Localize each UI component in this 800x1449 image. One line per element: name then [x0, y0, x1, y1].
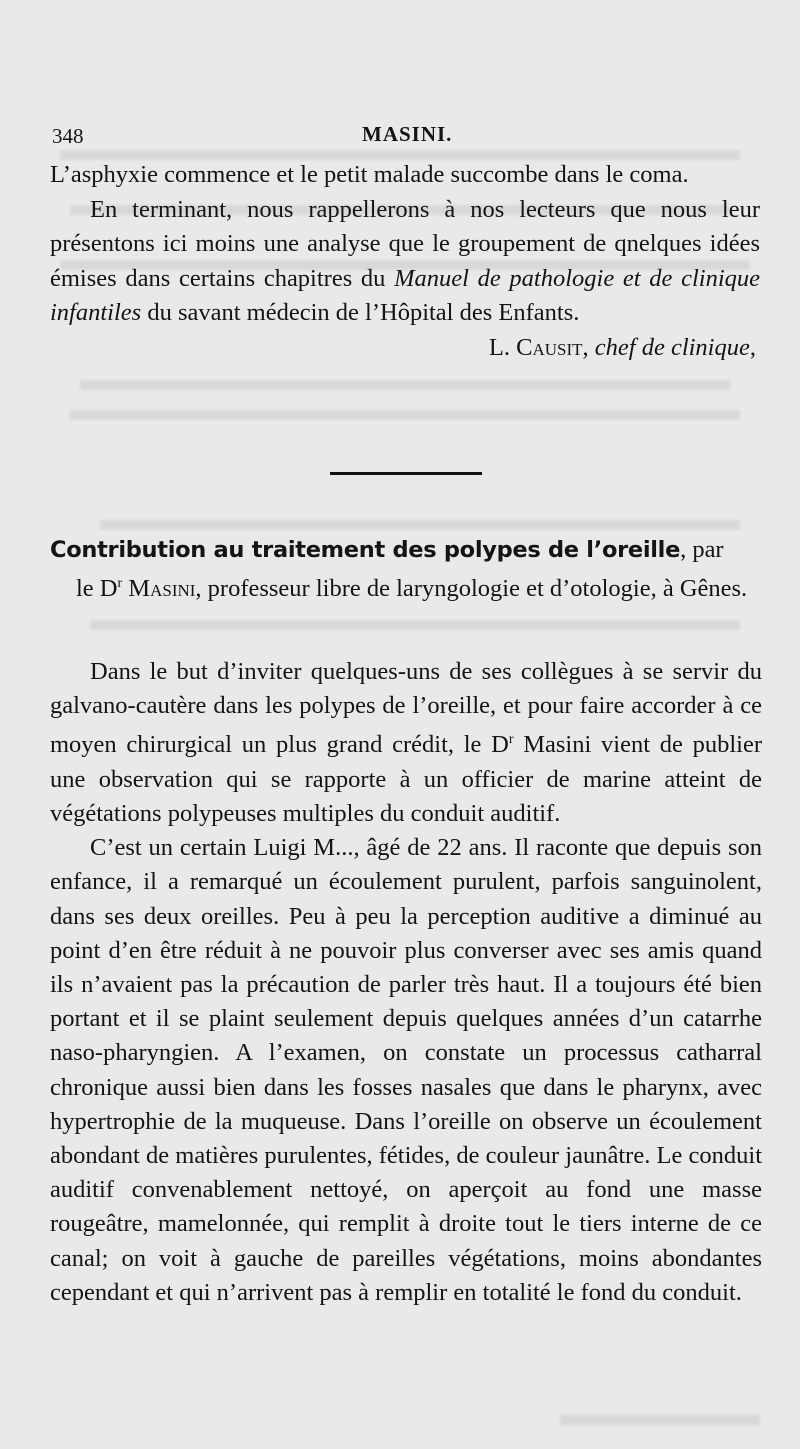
- signature-name: L. Causit: [488, 333, 583, 361]
- paragraph-purpose: [50, 655, 762, 831]
- purpose-text-b: Masini vient de publier une observation qui se rapporte à un officier de marine atteint de végétations polypeuses multiples du conduit auditif.: [50, 731, 762, 827]
- conclusion-text-end: du savant médecin de l’Hôpital des Enfants.: [141, 299, 580, 326]
- author-name: Masini: [128, 575, 196, 603]
- article-par: , par: [680, 536, 724, 563]
- conclusion-text-start: En terminant, nous rappellerons à nos lecteurs que nous leur présentons ici moins une analyse que le groupement de qnelques idées émises dans certains chapitres du: [50, 195, 760, 292]
- article-title-line: [50, 533, 760, 567]
- signature-role: chef de clinique: [594, 333, 750, 361]
- author-prefix-sup: r: [117, 576, 123, 591]
- continued-text: [50, 158, 760, 365]
- signature-separator: ,: [582, 333, 595, 361]
- paragraph-case: C’est un certain Luigi M..., âgé de 22 ans. Il raconte que depuis son enfance, il a remarqué un écoulement purulent, parfois sanguinolent, dans ses deux oreilles. Peu à peu la perception auditive a diminué au point d’en être réduit à ne pouvoir plus converser avec ses amis quand ils n’avaient pas la précaution de parler très haut. Il a toujours été bien portant et il se plaint seulement depuis quelques années d’un catarrhe naso-pharyngien. A l’examen, on constate un processus catharral chronique aussi bien dans les fosses nasales que dans le pharynx, avec hypertrophie de la muqueuse. Dans l’oreille on observe un écoulement abondant de matières purulentes, fétides, de couleur jaunâtre. Le conduit auditif convenablement nettoyé, on aperçoit au fond une masse rougeâtre, mamelonnée, qui remplit à droite tout le tiers interne de ce canal; on voit à gauche de pareilles végétations, moins abondantes cependant et qui n’arrivent pas à remplir en totalité le fond du conduit.: [50, 834, 762, 1306]
- section-divider: [330, 472, 482, 475]
- article-body: [50, 655, 762, 1310]
- author-prefix: le D: [76, 575, 118, 603]
- article-title: Contribution au traitement des polypes de l’oreille: [50, 537, 681, 563]
- paragraph-asphyxie: L’asphyxie commence et le petit malade succombe dans le coma.: [50, 161, 689, 188]
- purpose-sup: r: [508, 732, 514, 748]
- article-heading: [50, 533, 760, 606]
- signature-end: ,: [749, 333, 756, 361]
- running-title: MASINI.: [362, 122, 453, 146]
- manual-title: Manuel de pathologie et de clinique infantiles: [50, 264, 760, 326]
- author-affiliation: , professeur libre de laryngologie et d’otologie, à Gênes.: [195, 575, 748, 603]
- page-header: [52, 118, 752, 154]
- page-number: 348: [52, 124, 84, 148]
- paragraph-conclusion: [50, 193, 760, 331]
- purpose-text-a: Dans le but d’inviter quelques-uns de ses collègues à se servir du galvano-cautère dans les polypes de l’oreille, et pour faire accorder à ce moyen chirurgical un plus grand crédit, le D: [50, 658, 762, 759]
- signature: [50, 331, 760, 366]
- article-author: [50, 567, 760, 606]
